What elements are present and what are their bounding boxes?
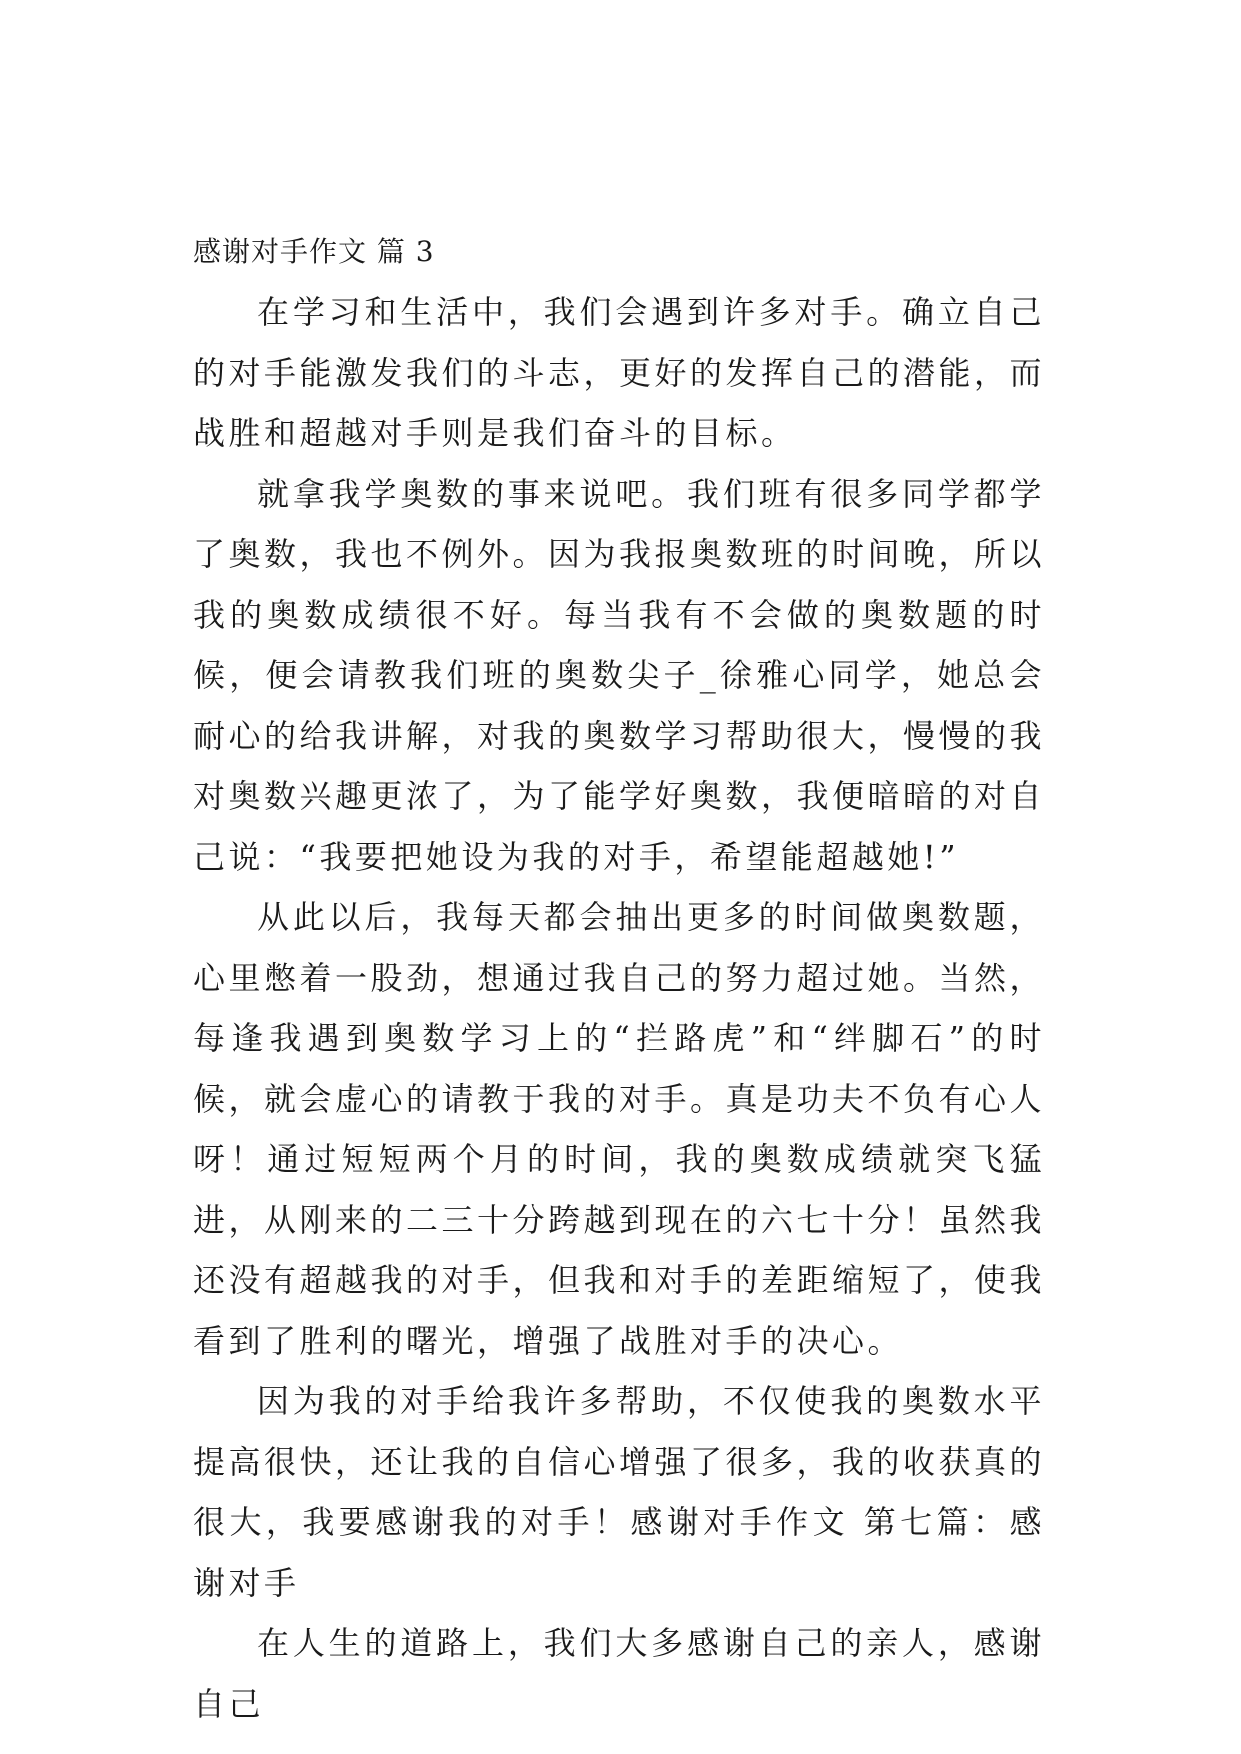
paragraph: 就拿我学奥数的事来说吧。我们班有很多同学都学了奥数，我也不例外。因为我报奥数班的时间晚，所以我的奥数成绩很不好。每当我有不会做的奥数题的时候，便会请教我们班的奥数尖子_徐雅心同学，她总会耐心的给我讲解，对我的奥数学习帮助很大，慢慢的我对奥数兴趣更浓了，为了能学好奥数，我便暗暗的对自己说：“我要把她设为我的对手，希望能超越她!” <box>193 474 1046 876</box>
paragraph: 从此以后，我每天都会抽出更多的时间做奥数题，心里憋着一股劲，想通过我自己的努力超过她。当然，每逢我遇到奥数学习上的“拦路虎”和“绊脚石”的时候，就会虚心的请教于我的对手。真是功夫不负有心人呀！通过短短两个月的时间，我的奥数成绩就突飞猛进，从刚来的二三十分跨越到现在的六七十分！虽然我还没有超越我的对手，但我和对手的差距缩短了，使我看到了胜利的曙光，增强了战胜对手的决心。 <box>193 898 1046 1360</box>
paragraph: 因为我的对手给我许多帮助，不仅使我的奥数水平提高很快，还让我的自信心增强了很多，我的收获真的很大，我要感谢我的对手！感谢对手作文 第七篇：感谢对手 <box>193 1382 1046 1602</box>
document-page <box>193 222 1045 1734</box>
paragraph: 在学习和生活中，我们会遇到许多对手。确立自己的对手能激发我们的斗志，更好的发挥自己的潜能，而战胜和超越对手则是我们奋斗的目标。 <box>193 293 1046 452</box>
paragraph: 在人生的道路上，我们大多感谢自己的亲人，感谢自己 <box>193 1624 1045 1723</box>
document-title: 感谢对手作文 篇 3 <box>193 235 435 268</box>
